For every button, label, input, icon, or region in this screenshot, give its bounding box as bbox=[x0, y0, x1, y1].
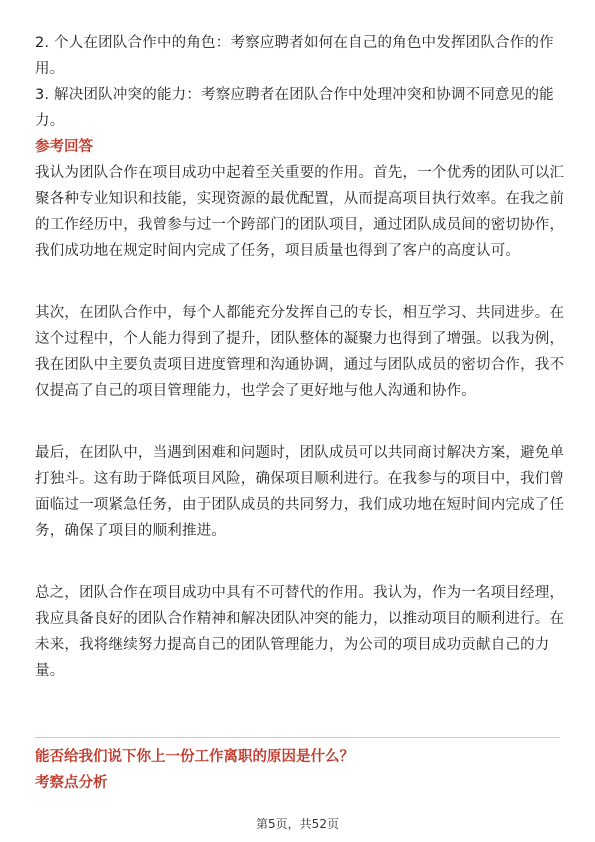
paragraph-gap bbox=[35, 404, 560, 440]
criteria-item-3-line-1: 3. 解决团队冲突的能力：考察应聘者在团队合作中处理冲突和协调不同意见的能 bbox=[35, 87, 554, 103]
answer-paragraph-3 bbox=[35, 440, 565, 544]
reference-answer-heading: 参考回答 bbox=[35, 139, 93, 155]
section-divider bbox=[35, 737, 560, 738]
document-body bbox=[35, 30, 565, 684]
paragraph-line: 量。 bbox=[35, 663, 65, 679]
paragraph-line: 这个过程中，个人能力得到了提升，团队整体的凝聚力也得到了增强。以我为例， bbox=[35, 331, 565, 347]
paragraph-line: 总之，团队合作在项目成功中具有不可替代的作用。我认为，作为一名项目经理， bbox=[35, 585, 565, 601]
next-question-section bbox=[35, 744, 560, 796]
paragraph-line: 面临过一项紧急任务，由于团队成员的共同努力，我们成功地在短时间内完成了任 bbox=[35, 497, 565, 513]
answer-paragraph-2 bbox=[35, 300, 565, 404]
paragraph-line: 其次，在团队合作中，每个人都能充分发挥自己的专长，相互学习、共同进步。在 bbox=[35, 305, 565, 321]
paragraph-line: 未来，我将继续努力提高自己的团队管理能力，为公司的项目成功贡献自己的力 bbox=[35, 637, 550, 653]
paragraph-gap bbox=[35, 264, 560, 300]
answer-paragraph-1 bbox=[35, 160, 565, 264]
paragraph-line: 打独斗。这有助于降低项目风险，确保项目顺利进行。在我参与的项目中，我们曾 bbox=[35, 471, 565, 487]
answer-paragraph-4 bbox=[35, 580, 565, 684]
paragraph-line: 我应具备良好的团队合作精神和解决团队冲突的能力，以推动项目的顺利进行。在 bbox=[35, 611, 565, 627]
criteria-item-3-line-2: 力。 bbox=[35, 113, 65, 129]
paragraph-line: 聚各种专业知识和技能，实现资源的最优配置，从而提高项目执行效率。在我之前 bbox=[35, 191, 565, 207]
criteria-item-2-line-1: 2. 个人在团队合作中的角色：考察应聘者如何在自己的角色中发挥团队合作的作 bbox=[35, 35, 554, 51]
paragraph-gap bbox=[35, 544, 560, 580]
criteria-item-2-line-2: 用。 bbox=[35, 61, 65, 77]
next-question-title: 能否给我们说下你上一份工作离职的原因是什么？ bbox=[35, 749, 354, 765]
paragraph-line: 的工作经历中，我曾参与过一个跨部门的团队项目，通过团队成员间的密切协作， bbox=[35, 217, 565, 233]
page-number: 第5页，共52页 bbox=[256, 817, 339, 831]
paragraph-line: 我认为团队合作在项目成功中起着至关重要的作用。首先，一个优秀的团队可以汇 bbox=[35, 165, 565, 181]
analysis-heading: 考察点分析 bbox=[35, 775, 108, 791]
paragraph-line: 我在团队中主要负责项目进度管理和沟通协调，通过与团队成员的密切合作，我不 bbox=[35, 357, 565, 373]
paragraph-line: 我们成功地在规定时间内完成了任务，项目质量也得到了客户的高度认可。 bbox=[35, 243, 521, 259]
paragraph-line: 务，确保了项目的顺利推进。 bbox=[35, 523, 227, 539]
paragraph-line: 最后，在团队中，当遇到困难和问题时，团队成员可以共同商讨解决方案，避免单 bbox=[35, 445, 565, 461]
paragraph-line: 仅提高了自己的项目管理能力，也学会了更好地与他人沟通和协作。 bbox=[35, 383, 476, 399]
